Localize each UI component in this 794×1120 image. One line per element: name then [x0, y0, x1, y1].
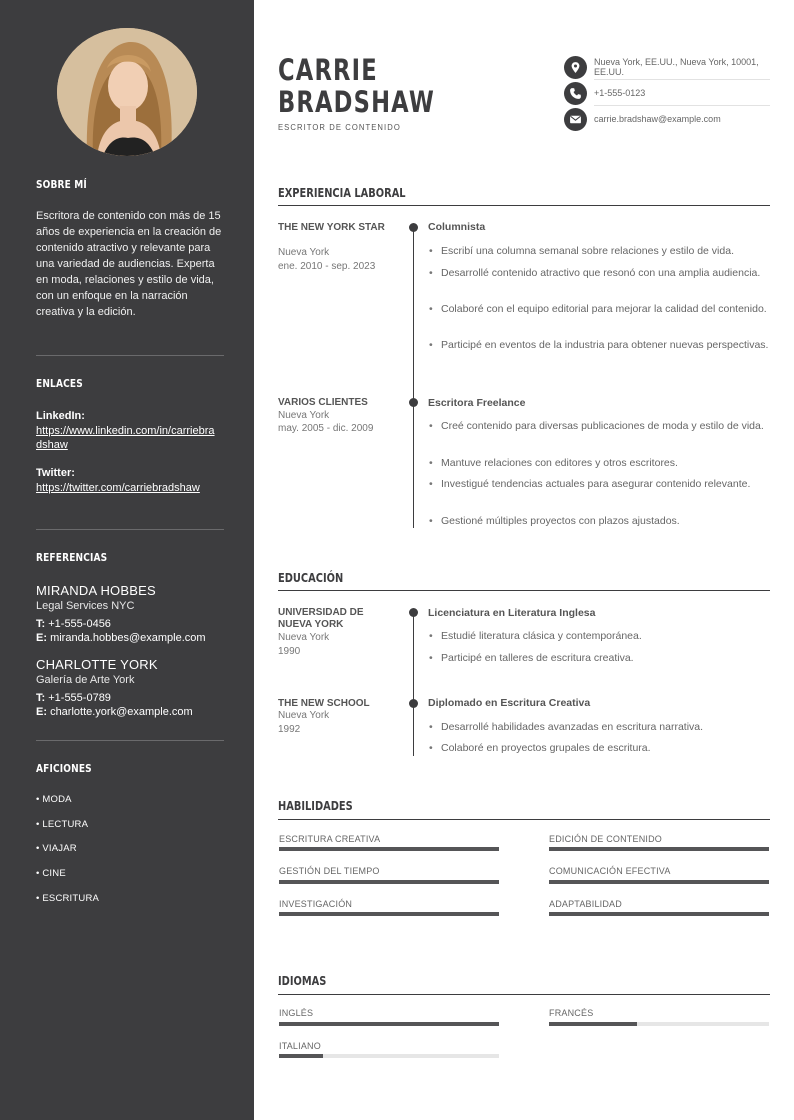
skill-bar-fill [549, 847, 769, 851]
language-bar-fill [279, 1022, 499, 1026]
reference-org: Galería de Arte York [36, 674, 135, 686]
contact-phone [564, 82, 770, 106]
reference-email: E: charlotte.york@example.com [36, 706, 193, 718]
language-label: FRANCÉS [549, 1008, 594, 1018]
skill-bar-fill [279, 847, 499, 851]
hobby-item: • VIAJAR [36, 843, 77, 854]
avatar [57, 28, 197, 156]
timeline-dot [409, 699, 418, 708]
divider [594, 79, 770, 80]
contact-email [564, 108, 770, 132]
address-text: Nueva York, EE.UU., Nueva York, 10001, EE.UU. [594, 57, 759, 77]
education-bullet: • Desarrollé habilidades avanzadas en escritura narrativa. [441, 720, 769, 734]
experience-role: Columnista [428, 221, 486, 233]
reference-phone: T: +1-555-0789 [36, 692, 111, 704]
twitter-link[interactable]: https://twitter.com/carriebradshaw [36, 482, 200, 494]
experience-dates: may. 2005 - dic. 2009 [278, 423, 374, 434]
reference-phone: T: +1-555-0456 [36, 618, 111, 630]
experience-bullet: • Creé contenido para diversas publicaciones de moda y estilo de vida. [441, 419, 769, 433]
divider [36, 740, 224, 741]
hobby-item: • LECTURA [36, 819, 89, 830]
experience-bullet: • Colaboré con el equipo editorial para mejorar la calidad del contenido. [441, 302, 769, 316]
experience-location: Nueva York [278, 410, 330, 421]
sidebar [0, 0, 254, 1120]
experience-bullet: • Investigué tendencias actuales para asegurar contenido relevante. [441, 477, 769, 491]
phone-text: +1-555-0123 [594, 88, 646, 98]
experience-bullet: • Gestioné múltiples proyectos con plazos ajustados. [441, 514, 769, 528]
links-heading: ENLACES [36, 377, 83, 390]
timeline-dot [409, 608, 418, 617]
skill-label: INVESTIGACIÓN [279, 899, 353, 909]
skill-bar [549, 880, 769, 884]
skill-label: GESTIÓN DEL TIEMPO [279, 866, 380, 876]
hobby-item: • ESCRITURA [36, 893, 100, 904]
skill-label: EDICIÓN DE CONTENIDO [549, 834, 663, 844]
linkedin-label: LinkedIn: [36, 410, 85, 422]
skill-bar-fill [279, 880, 499, 884]
experience-bullet: • Participé en eventos de la industria para obtener nuevas perspectivas. [441, 338, 769, 352]
reference-org: Legal Services NYC [36, 600, 135, 612]
experience-org: THE NEW YORK STAR [278, 222, 385, 233]
timeline-line [413, 612, 414, 756]
experience-bullet: • Mantuve relaciones con editores y otros escritores. [441, 456, 769, 470]
education-degree: Diplomado en Escritura Creativa [428, 697, 591, 709]
twitter-label: Twitter: [36, 467, 75, 479]
education-degree: Licenciatura en Literatura Inglesa [428, 607, 596, 619]
location-pin-icon [564, 56, 587, 79]
reference-name: MIRANDA HOBBES [36, 583, 156, 598]
skill-bar [549, 912, 769, 916]
education-org: UNIVERSIDAD DE NUEVA YORK [278, 607, 364, 630]
divider [36, 355, 224, 356]
experience-role: Escritora Freelance [428, 397, 526, 409]
language-bar [549, 1022, 769, 1026]
language-bar-fill [279, 1054, 323, 1058]
divider [36, 529, 224, 530]
references-heading: REFERENCIAS [36, 551, 108, 564]
contact-address [564, 56, 770, 80]
education-bullet: • Colaboré en proyectos grupales de escritura. [441, 741, 769, 755]
phone-icon [564, 82, 587, 105]
education-org: THE NEW SCHOOL [278, 698, 370, 709]
section-rule [278, 994, 770, 995]
divider [594, 105, 770, 106]
reference-email: E: miranda.hobbes@example.com [36, 632, 206, 644]
skill-bar-fill [549, 912, 769, 916]
linkedin-link[interactable]: https://www.linkedin.com/in/carriebradshaw [36, 425, 215, 451]
section-rule [278, 590, 770, 591]
skill-label: ADAPTABILIDAD [549, 899, 622, 909]
email-text: carrie.bradshaw@example.com [594, 114, 721, 124]
language-bar-fill [549, 1022, 637, 1026]
timeline-dot [409, 398, 418, 407]
section-rule [278, 819, 770, 820]
language-bar [279, 1022, 499, 1026]
hobby-item: • MODA [36, 794, 72, 805]
education-dates: 1992 [278, 724, 301, 735]
experience-bullet: • Escribí una columna semanal sobre relaciones y estilo de vida. [441, 244, 769, 258]
experience-org: VARIOS CLIENTES [278, 397, 368, 408]
reference-name: CHARLOTTE YORK [36, 657, 158, 672]
education-location: Nueva York [278, 710, 330, 721]
name-last: BRADSHAW [278, 85, 435, 119]
education-bullet: • Estudié literatura clásica y contemporánea. [441, 629, 769, 643]
language-bar [279, 1054, 499, 1058]
skill-bar [279, 880, 499, 884]
experience-bullet: • Desarrollé contenido atractivo que resonó con una amplia audiencia. [441, 266, 769, 280]
about-text: Escritora de contenido con más de 15 años de experiencia en la creación de contenido atractivo y relevante para una variedad de audiencias. Experta en moda, relaciones y estilo de vida, con un enfoque en la narración creativa y la edición. [36, 210, 222, 318]
section-rule [278, 205, 770, 206]
education-bullet: • Participé en talleres de escritura creativa. [441, 651, 769, 665]
experience-location: Nueva York [278, 247, 330, 258]
hobby-item: • CINE [36, 868, 66, 879]
language-label: INGLÉS [279, 1008, 314, 1018]
experience-heading: EXPERIENCIA LABORAL [278, 186, 406, 200]
job-title: ESCRITOR DE CONTENIDO [278, 122, 401, 132]
skill-label: COMUNICACIÓN EFECTIVA [549, 866, 671, 876]
education-heading: EDUCACIÓN [278, 571, 344, 585]
about-heading: SOBRE MÍ [36, 178, 87, 191]
skill-bar [279, 847, 499, 851]
education-dates: 1990 [278, 646, 301, 657]
language-label: ITALIANO [279, 1041, 321, 1051]
education-location: Nueva York [278, 632, 330, 643]
skill-bar [549, 847, 769, 851]
skill-bar-fill [279, 912, 499, 916]
skill-bar [279, 912, 499, 916]
timeline-line [413, 227, 414, 528]
envelope-icon [564, 108, 587, 131]
skill-label: ESCRITURA CREATIVA [279, 834, 381, 844]
languages-heading: IDIOMAS [278, 974, 327, 988]
timeline-dot [409, 223, 418, 232]
skill-bar-fill [549, 880, 769, 884]
experience-dates: ene. 2010 - sep. 2023 [278, 261, 376, 272]
skills-heading: HABILIDADES [278, 799, 353, 813]
name-first: CARRIE [278, 53, 378, 87]
hobbies-heading: AFICIONES [36, 762, 92, 775]
